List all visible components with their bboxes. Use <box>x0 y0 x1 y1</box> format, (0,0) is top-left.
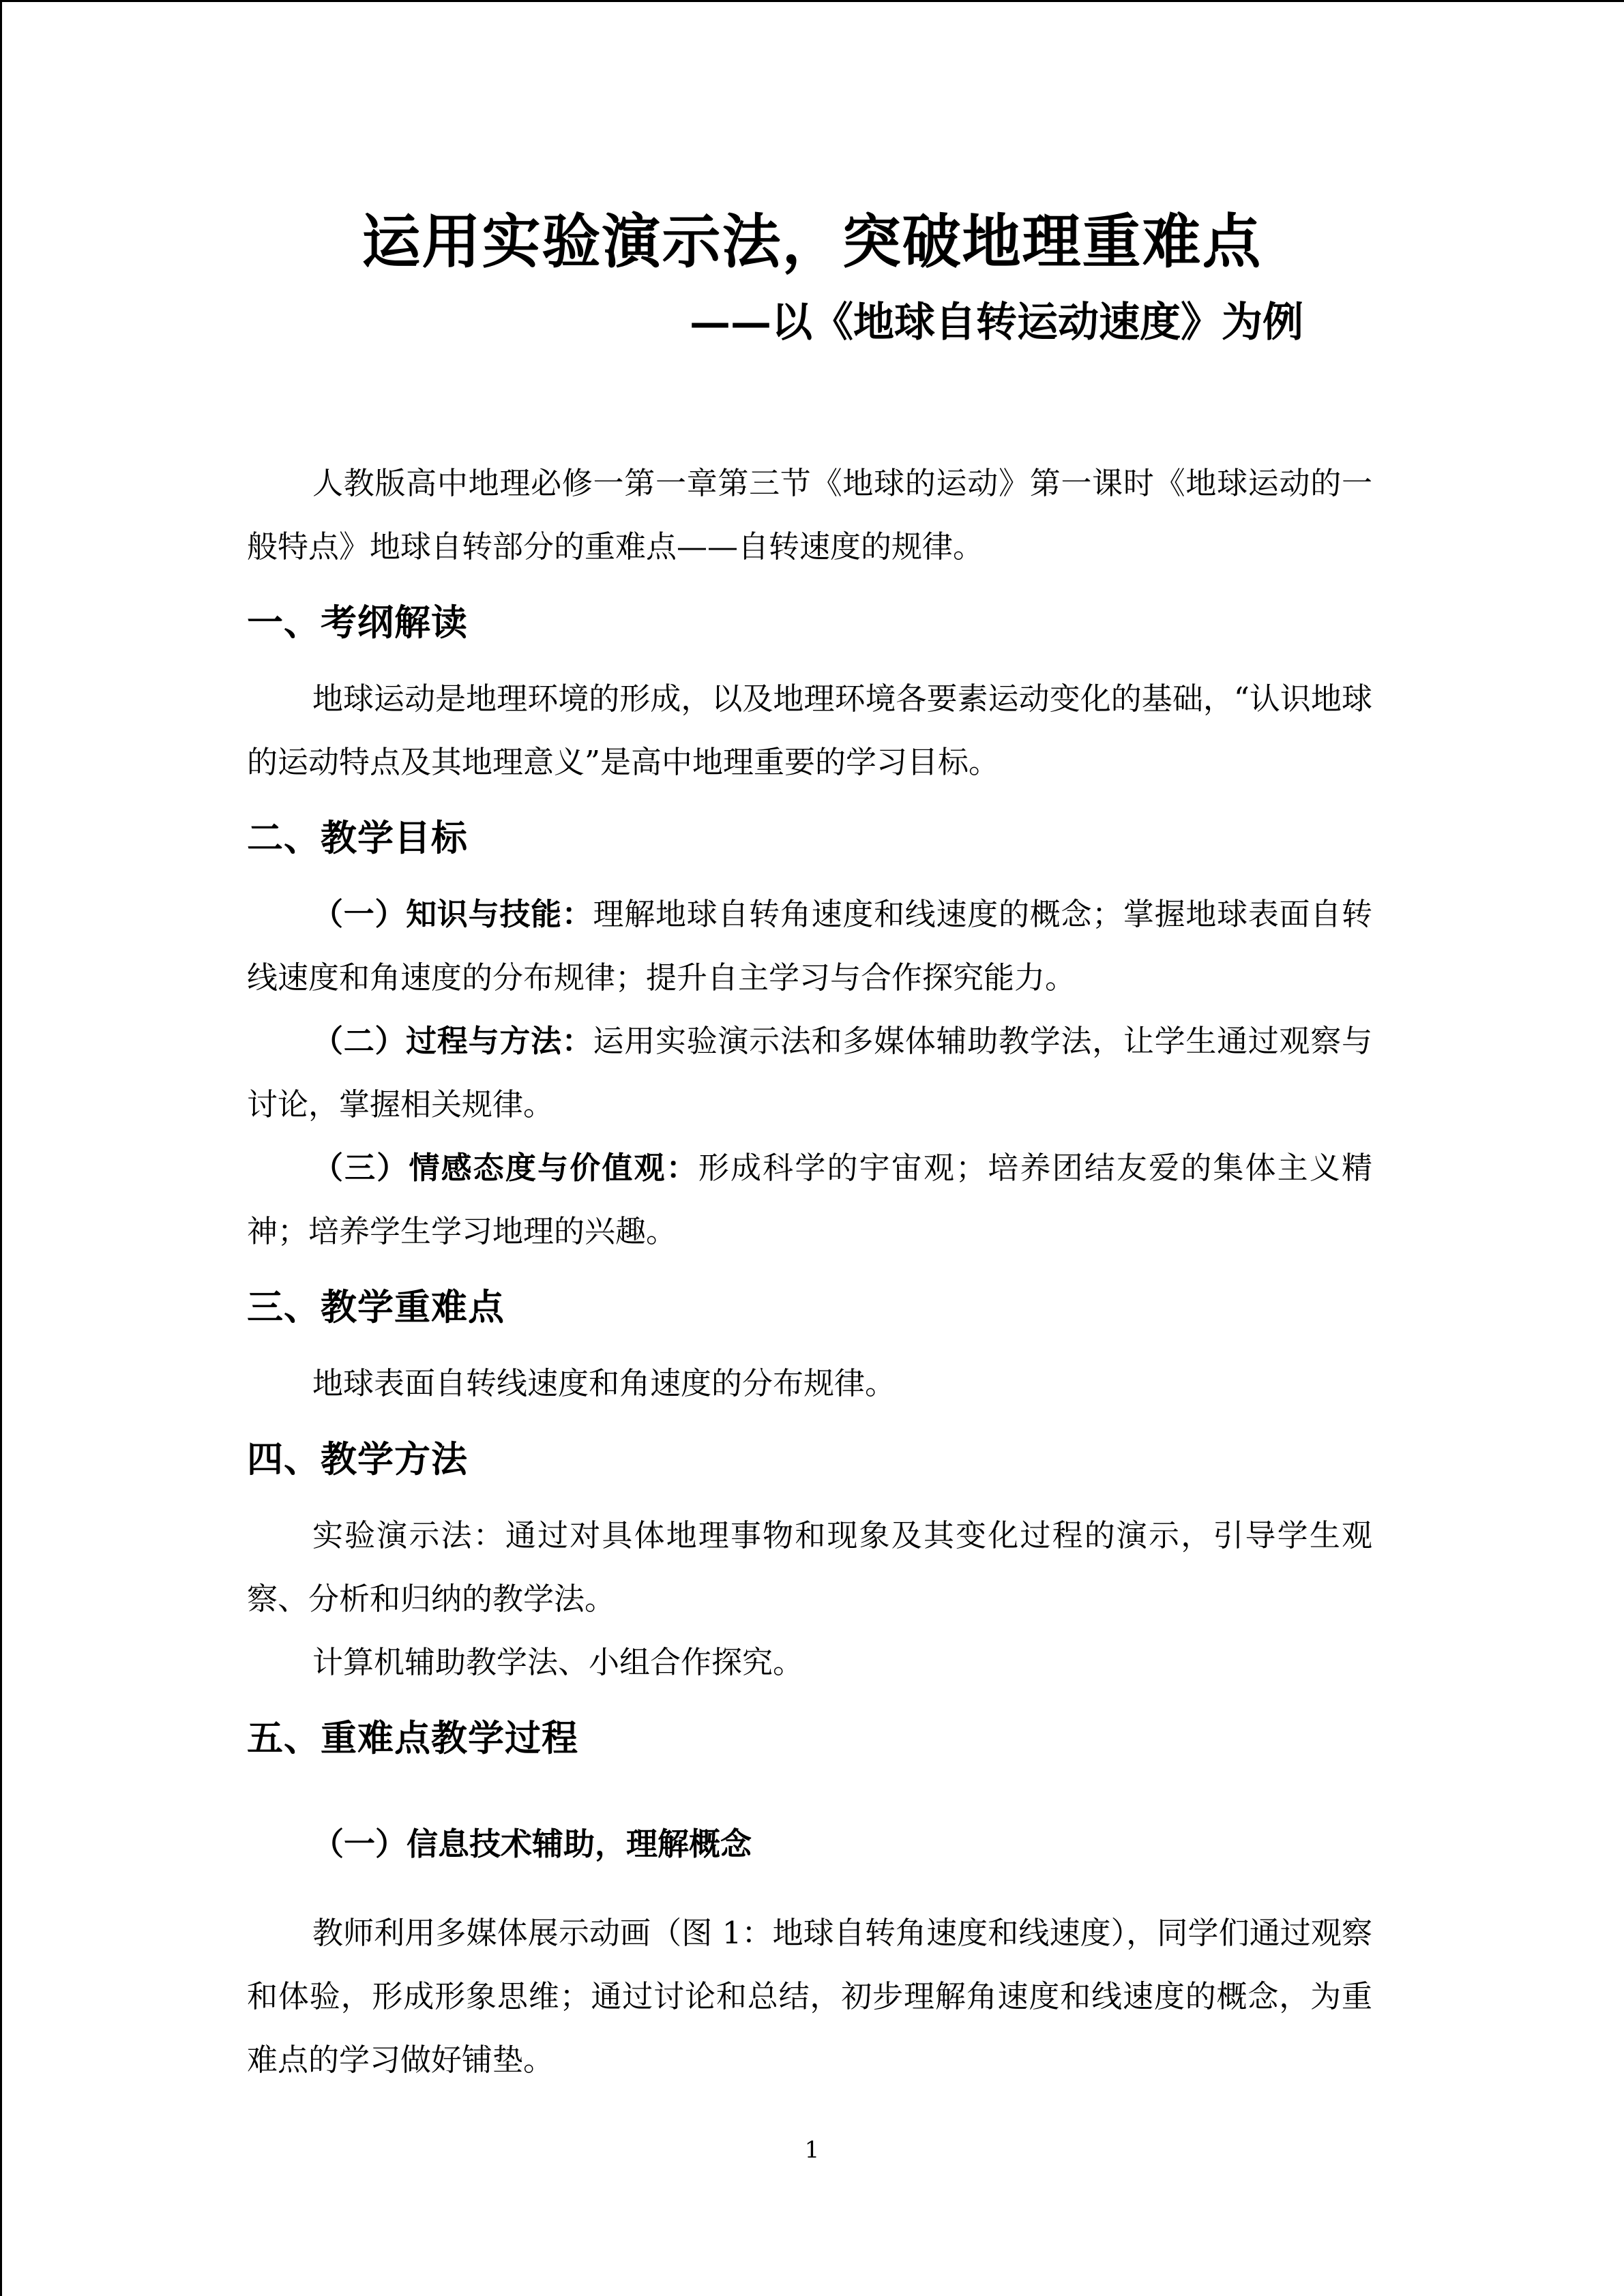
page-number: 1 <box>804 2136 820 2164</box>
objective-text: 形成科学的宇宙观；培养团结友爱的集体主义精神；培养学生学习地理的兴趣。 <box>247 1150 1372 1249</box>
objective-process-methods <box>247 1009 1372 1136</box>
key-points-paragraph: 地球表面自转线速度和角速度的分布规律。 <box>312 1365 896 1401</box>
objective-label: （二）过程与方法： <box>312 1023 593 1059</box>
section-heading-exam-outline: 一、考纲解读 <box>247 601 468 644</box>
section-heading-teaching-methods: 四、教学方法 <box>247 1438 468 1480</box>
it-assist-paragraph: 教师利用多媒体展示动画（图 1：地球自转角速度和线速度），同学们通过观察和体验，形成形象思维；通过讨论和总结，初步理解角速度和线速度的概念，为重难点的学习做好铺垫。 <box>247 1915 1372 2078</box>
intro-paragraph: 人教版高中地理必修一第一章第三节《地球的运动》第一课时《地球运动的一般特点》地球自转部分的重难点——自转速度的规律。 <box>247 465 1372 565</box>
objective-text: 运用实验演示法和多媒体辅助教学法，让学生通过观察与讨论，掌握相关规律。 <box>247 1023 1372 1122</box>
document-title: 运用实验演示法，突破地理重难点 <box>361 207 1263 276</box>
objective-knowledge-skills <box>247 882 1372 1009</box>
document-subtitle: ——以《地球自转运动速度》为例 <box>690 299 1303 346</box>
section-heading-key-points: 三、教学重难点 <box>247 1286 505 1328</box>
document-body <box>247 451 1372 2091</box>
section-heading-teaching-objectives: 二、教学目标 <box>247 817 468 859</box>
section-heading-teaching-process: 五、重难点教学过程 <box>247 1717 578 1759</box>
objective-label: （三）情感态度与价值观： <box>312 1150 698 1186</box>
objective-label: （一）知识与技能： <box>312 896 593 932</box>
objective-attitude-values <box>247 1136 1372 1263</box>
teaching-methods-paragraph-1: 实验演示法：通过对具体地理事物和现象及其变化过程的演示，引导学生观察、分析和归纳的教学法。 <box>247 1517 1372 1617</box>
subsection-heading-it-assist: （一）信息技术辅助，理解概念 <box>312 1825 752 1862</box>
exam-outline-paragraph: 地球运动是地理环境的形成，以及地理环境各要素运动变化的基础，“认识地球的运动特点及其地理意义”是高中地理重要的学习目标。 <box>247 681 1372 780</box>
teaching-methods-paragraph-2: 计算机辅助教学法、小组合作探究。 <box>312 1644 804 1680</box>
objective-text: 理解地球自转角速度和线速度的概念；掌握地球表面自转线速度和角速度的分布规律；提升自主学习与合作探究能力。 <box>247 896 1372 996</box>
